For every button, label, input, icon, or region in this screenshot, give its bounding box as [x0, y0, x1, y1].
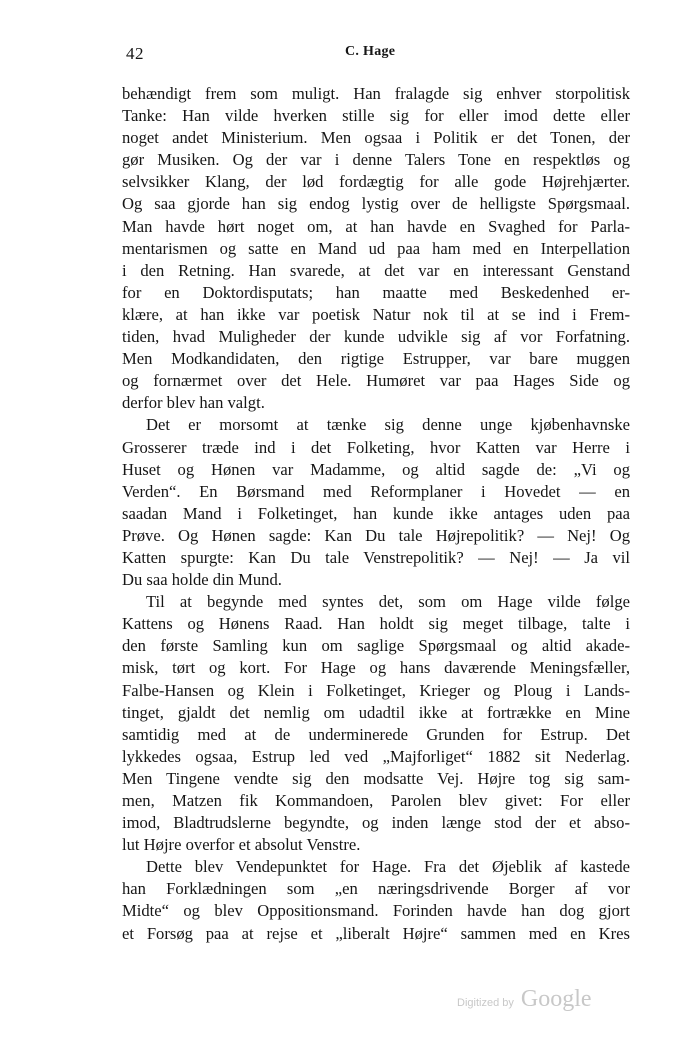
text-line: Tanke: Han vilde hverken stille sig for eller imod dette eller: [122, 106, 630, 126]
text-line: lykkedes ogsaa, Estrup led ved „Majforliget“ 1882 sit Nederlag.: [122, 746, 630, 766]
text-line: behændigt frem som muligt. Han fralagde sig enhver storpolitisk: [122, 84, 630, 103]
text-line: Falbe-Hansen og Klein i Folketinget, Krieger og Ploug i Lands-: [122, 680, 630, 700]
text-line: saadan Mand i Folketinget, han kunde ikke antages uden paa: [122, 503, 630, 523]
text-line: derfor blev han valgt.: [122, 393, 265, 413]
text-line: Grosserer træde ind i det Folketing, hvor Katten var Herre i: [122, 437, 630, 457]
text-line: et Forsøg paa at rejse et „liberalt Højre“ sammen med en Kres: [122, 923, 630, 943]
text-line: Dette blev Vendepunktet for Hage. Fra det Øjeblik af kastede: [146, 857, 630, 877]
text-line: men, Matzen fik Kommandoen, Parolen blev givet: For eller: [122, 791, 630, 810]
text-line: selvsikker Klang, der lød fordægtig for alle gode Højrehjærter.: [122, 172, 630, 192]
text-line: klære, at han ikke var poetisk Natur nok til at se ind i Frem-: [122, 304, 630, 324]
watermark-brand: Google: [520, 986, 592, 1012]
text-line: Midte“ og blev Oppositionsmand. Forinden havde han dog gjort: [122, 901, 630, 921]
text-line: lut Højre overfor et absolut Venstre.: [122, 835, 361, 855]
page-number: 42: [126, 44, 144, 63]
text-line: tiden, hvad Muligheder der kunde udvikle sig af vor Forfatning.: [122, 327, 630, 347]
running-head: C. Hage: [345, 44, 396, 59]
text-line: Det er morsomt at tænke sig denne unge kjøbenhavnske: [146, 415, 630, 435]
text-line: Men Tingene vendte sig den modsatte Vej. Højre tog sig sam-: [122, 768, 630, 788]
body-text: [122, 83, 630, 945]
text-line: Prøve. Og Hønen sagde: Kan Du tale Højrepolitik? — Nej! Og: [122, 525, 630, 545]
text-line: samtidig med at de underminerede Grunden for Estrup. Det: [122, 724, 630, 744]
text-line: og fornærmet over det Hele. Humøret var paa Hages Side og: [122, 371, 630, 391]
text-line: Men Modkandidaten, den rigtige Estrupper, var bare muggen: [122, 349, 630, 369]
watermark-prefix: Digitized by: [457, 997, 514, 1009]
digitization-watermark: [457, 986, 617, 1016]
text-line: gør Musiken. Og der var i denne Talers Tone en respektløs og: [122, 150, 630, 170]
text-line: Huset og Hønen var Madamme, og altid sagde de: „Vi og: [122, 459, 630, 479]
text-line: Katten spurgte: Kan Du tale Venstrepolitik? — Nej! — Ja vil: [122, 547, 630, 567]
text-line: den første Samling kun om saglige Spørgsmaal og altid akade-: [122, 636, 630, 656]
text-line: imod, Bladtrudslerne begyndte, og inden længe stod der et abso-: [122, 813, 630, 833]
page-header: [0, 44, 677, 66]
text-line: han Forklædningen som „en næringsdrivende Borger af vor: [122, 879, 630, 899]
text-line: for en Doktordisputats; han maatte med Beskedenhed er-: [122, 282, 630, 302]
text-line: Og saa gjorde han sig endog lystig over de helligste Spørgsmaal.: [122, 194, 630, 214]
text-line: mentarismen og satte en Mand ud paa ham med en Interpellation: [122, 238, 630, 258]
text-line: Kattens og Hønens Raad. Han holdt sig meget tilbage, talte i: [122, 614, 630, 634]
text-line: Verden“. En Børsmand med Reformplaner i Hovedet — en: [122, 481, 630, 501]
text-line: Til at begynde med syntes det, som om Hage vilde følge: [146, 592, 630, 612]
text-line: noget andet Ministerium. Men ogsaa i Politik er det Tonen, der: [122, 128, 630, 148]
text-line: i den Retning. Han svarede, at det var en interessant Genstand: [122, 260, 630, 280]
text-line: Man havde hørt noget om, at han havde en Svaghed for Parla-: [122, 216, 630, 236]
text-line: misk, tørt og kort. For Hage og hans daværende Meningsfæller,: [122, 658, 630, 678]
text-line: tinget, gjaldt det nemlig om udadtil ikke at fortrække en Mine: [122, 702, 630, 722]
text-line: Du saa holde din Mund.: [122, 570, 282, 590]
